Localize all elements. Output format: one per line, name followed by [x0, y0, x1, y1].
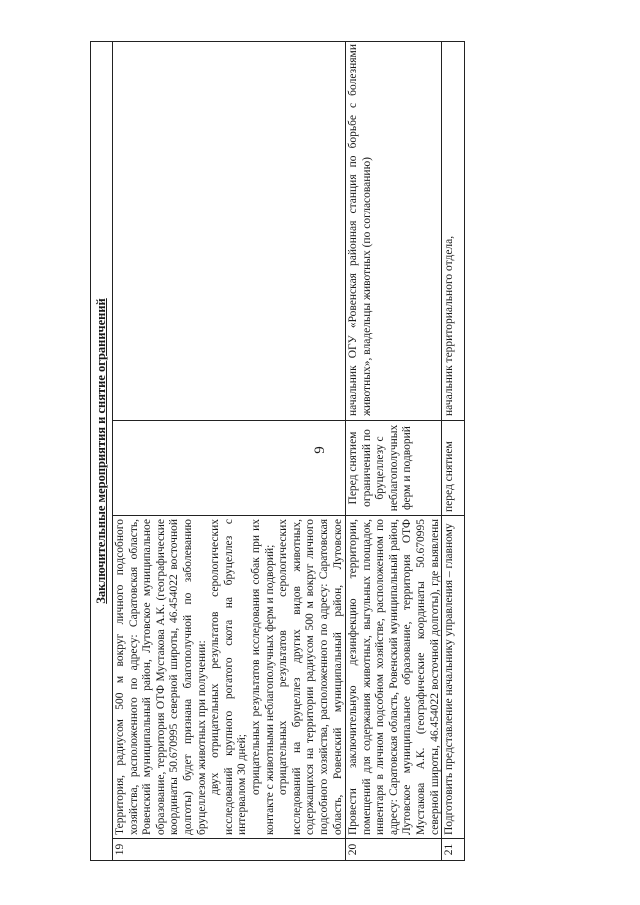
table-row	[112, 42, 346, 860]
term-cell: Перед снятием ограничений по бруцеллезу с неблагополучных ферм и подворий	[345, 420, 441, 515]
table-row	[441, 42, 464, 860]
measure-paragraph: Подготовить представление начальнику управления – главному	[443, 523, 455, 835]
measure-paragraph: отрицательных результатов исследования собак при их контакте с животными неблагополучных ферм и подворий;	[249, 519, 276, 835]
measure-text	[112, 515, 345, 838]
measures-table	[90, 41, 465, 861]
table-row	[345, 42, 442, 860]
measure-text	[345, 515, 441, 838]
page-number: 9	[312, 446, 328, 454]
row-number: 20	[345, 838, 441, 860]
term-cell	[112, 420, 345, 515]
responsible-cell: начальник территориального отдела,	[443, 235, 455, 416]
responsible-cell	[112, 40, 345, 420]
measure-paragraph: двух отрицательных результатов серологических исследований крупного рогатого скота на бруцеллез с интервалом 30 дней;	[209, 519, 249, 835]
row-number: 19	[112, 838, 345, 860]
responsible-cell: начальник ОГУ «Ровенская районная станция по борьбе с болезнями животных», владельцы животных (по согласованию)	[347, 44, 373, 416]
measure-text	[441, 515, 464, 838]
measure-paragraph: отрицательных результатов серологических исследований на бруцеллез других видов животных, содержащихся на территории радиусом 500 м вокруг личного подсобного хозяйства, расположенного по адресу: Саратовская область, Ровенский муниципальный район, Лутовское	[277, 519, 344, 835]
row-number: 21	[441, 838, 464, 860]
section-title: Заключительные мероприятия и снятие ограничений	[91, 42, 113, 860]
measure-paragraph: Территория, радиусом 500 м вокруг личного подсобного хозяйства, расположенного по адресу: Саратовская область, Ровенский муниципальный район, Лутовское муниципальное образование, территория ОТФ Мустакова А.К. (географические координаты 50.670995 северной широты, 46.454022 восточной долготы) будет признана благополучной по заболеванию бруцеллезом животных при получении:	[114, 519, 208, 835]
measure-paragraph: Провести заключительную дезинфекцию территории, помещений для содержания животных, выгульных площадок, инвентаря в личном подсобном хозяйстве, расположенном по адресу: Саратовская область, Ровенский муниципальный район, Лутовское муниципальное образование, территория ОТФ Мустакова А.К. (географические координаты 50.670995 северной широты, 46.454022 восточной долготы), где выявлены	[347, 519, 441, 835]
term-cell: перед снятием	[441, 420, 464, 515]
